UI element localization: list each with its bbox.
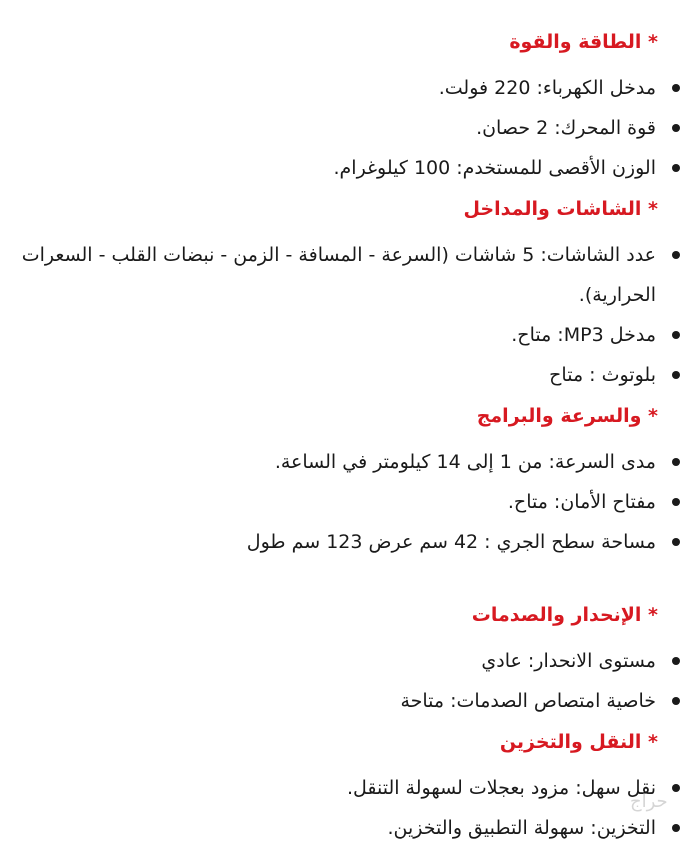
bullet-icon: [672, 824, 680, 832]
section-gap: [18, 571, 680, 603]
spec-item: [18, 355, 680, 395]
spec-item: [18, 522, 680, 562]
spec-item: [18, 641, 680, 681]
haraj-watermark-logo: حراج: [630, 791, 668, 812]
bullet-icon: [672, 164, 680, 172]
section-heading-incline: * الإنحدار والصدمات: [471, 604, 658, 626]
bullet-icon: [672, 458, 680, 466]
section-heading-transport: * النقل والتخزين: [499, 731, 658, 753]
spec-item: [18, 235, 680, 315]
bullet-icon: [672, 124, 680, 132]
section-transport: [18, 730, 680, 848]
section-screens: [18, 197, 680, 395]
spec-text: التخزين: سهولة التطبيق والتخزين.: [387, 817, 656, 839]
section-power: [18, 30, 680, 188]
section-heading-speed: * والسرعة والبرامج: [476, 405, 658, 427]
spec-text: مدخل MP3: متاح.: [511, 324, 656, 346]
spec-item: [18, 482, 680, 522]
spec-text: مدخل الكهرباء: 220 فولت.: [438, 77, 656, 99]
spec-list-screens: [18, 235, 680, 395]
bullet-icon: [672, 538, 680, 546]
bullet-icon: [672, 371, 680, 379]
section-heading-power: * الطاقة والقوة: [509, 31, 658, 53]
section-heading-screens: * الشاشات والمداخل: [463, 198, 658, 220]
spec-text: بلوتوث : متاح: [549, 364, 656, 386]
spec-item: [18, 108, 680, 148]
spec-item: [18, 148, 680, 188]
spec-item: [18, 442, 680, 482]
spec-item: [18, 808, 680, 848]
spec-text: خاصية امتصاص الصدمات: متاحة: [400, 690, 656, 712]
spec-text: عدد الشاشات: 5 شاشات (السرعة - المسافة - الزمن - نبضات القلب - السعرات الحرارية).: [21, 244, 656, 306]
spec-list-power: [18, 68, 680, 188]
bullet-icon: [672, 657, 680, 665]
spec-list-speed: [18, 442, 680, 562]
section-incline: [18, 603, 680, 721]
spec-text: نقل سهل: مزود بعجلات لسهولة التنقل.: [346, 777, 656, 799]
spec-text: مساحة سطح الجري : 42 سم عرض 123 سم طول: [246, 531, 656, 553]
spec-text: مدى السرعة: من 1 إلى 14 كيلومتر في الساعة.: [274, 451, 656, 473]
spec-item: [18, 315, 680, 355]
spec-text: مستوى الانحدار: عادي: [481, 650, 656, 672]
spec-item: [18, 768, 680, 808]
bullet-icon: [672, 331, 680, 339]
spec-text: الوزن الأقصى للمستخدم: 100 كيلوغرام.: [333, 157, 656, 179]
spec-item: [18, 681, 680, 721]
bullet-icon: [672, 784, 680, 792]
section-speed: [18, 404, 680, 562]
bullet-icon: [672, 697, 680, 705]
spec-list-incline: [18, 641, 680, 721]
spec-list-transport: [18, 768, 680, 848]
bullet-icon: [672, 251, 680, 259]
spec-text: مفتاح الأمان: متاح.: [507, 491, 656, 513]
bullet-icon: [672, 84, 680, 92]
spec-item: [18, 68, 680, 108]
bullet-icon: [672, 498, 680, 506]
spec-text: قوة المحرك: 2 حصان.: [476, 117, 656, 139]
